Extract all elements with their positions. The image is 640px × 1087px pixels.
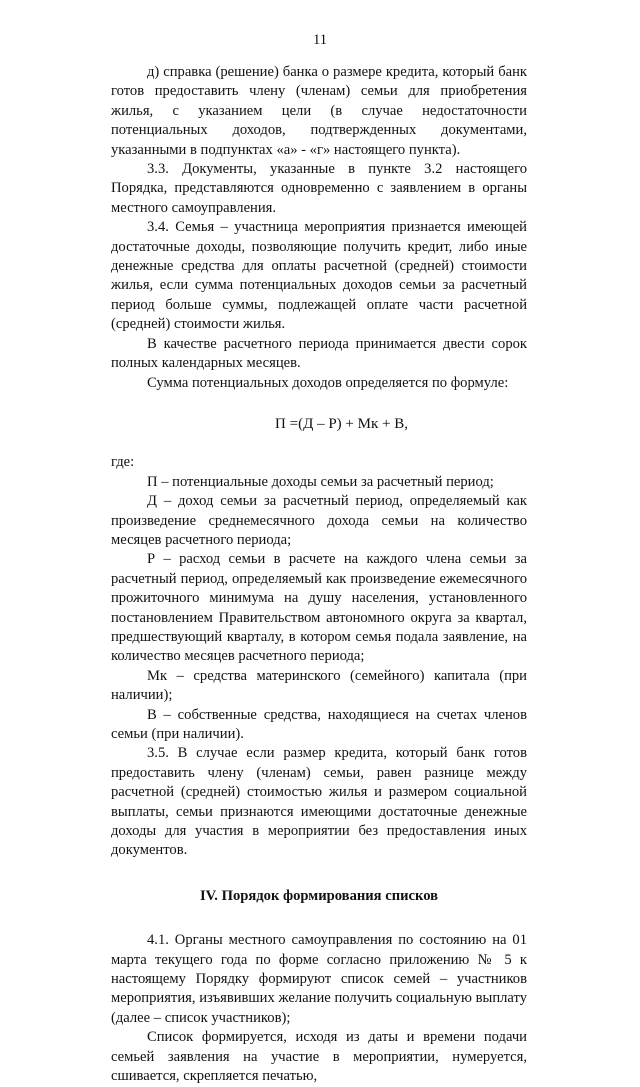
paragraph-3-5: 3.5. В случае если размер кредита, который банк готов предоставить члену (членам) семьи, равен разнице между расчетной (средней) стоимостью жилья и размером социальной выплаты, семьи признаются имеющими достаточные денежные доходы для участия в мероприятии без предоставления иных документов. <box>111 745 527 859</box>
definition-mk: Мк – средства материнского (семейного) капитала (при наличии); <box>111 667 527 704</box>
where-label: где: <box>111 454 135 471</box>
paragraph-list-formation: Список формируется, исходя из даты и времени подачи семьей заявления на участие в мероприятии, нумеруется, сшивается, скрепляется печатью, <box>111 1029 527 1085</box>
paragraph-d-bank-certificate: д) справка (решение) банка о размере кредита, который банк готов предоставить члену (членам) семьи для приобретения жилья, с указанием цели (в случае недостаточности потенциальных доходов, подтвержденных документами, указанными в подпунктах «а» - «г» настоящего пункта). <box>111 64 527 158</box>
paragraph-4-1: 4.1. Органы местного самоуправления по состоянию на 01 марта текущего года по форме согласно приложению № 5 к настоящему Порядку формируют список семей – участников мероприятия, изъявивших желание получить социальную выплату (далее – список участников); <box>111 932 527 1026</box>
document-body <box>111 63 527 1087</box>
section-heading: IV. Порядок формирования списков <box>199 887 439 904</box>
definition-p: П – потенциальные доходы семьи за расчетный период; <box>147 473 494 490</box>
page-number: 11 <box>312 32 328 48</box>
definition-v: В – собственные средства, находящиеся на счетах членов семьи (при наличии). <box>111 706 527 742</box>
paragraph-3-4: 3.4. Семья – участница мероприятия признается имеющей достаточные доходы, позволяющие получить кредит, либо иные денежные средства для оплаты расчетной (средней) стоимости жилья, если сумма потенциальных доходов семьи за расчетный период больше суммы, подлежащей оплате части расчетной (средней) стоимости жилья. <box>111 219 527 333</box>
income-formula: П =(Д – Р) + Мк + В, <box>275 415 408 432</box>
paragraph-3-3: 3.3. Документы, указанные в пункте 3.2 настоящего Порядка, представляются одновременно с заявлением в органы местного самоуправления. <box>111 161 527 216</box>
paragraph-formula-intro: Сумма потенциальных доходов определяется по формуле: <box>147 374 509 391</box>
paragraph-calculation-period: В качестве расчетного периода принимается двести сорок полных календарных месяцев. <box>111 335 527 372</box>
definition-d: Д – доход семьи за расчетный период, определяемый как произведение среднемесячного дохода семьи на количество месяцев расчетного периода; <box>111 493 527 548</box>
definition-r: Р – расход семьи в расчете на каждого члена семьи за расчетный период, определяемый как произведение ежемесячного прожиточного минимума на душу населения, установленного постановлением Правительством автономного округа за квартал, предшествующий кварталу, в котором семья подала заявление, на количество месяцев расчетного периода; <box>111 551 527 665</box>
